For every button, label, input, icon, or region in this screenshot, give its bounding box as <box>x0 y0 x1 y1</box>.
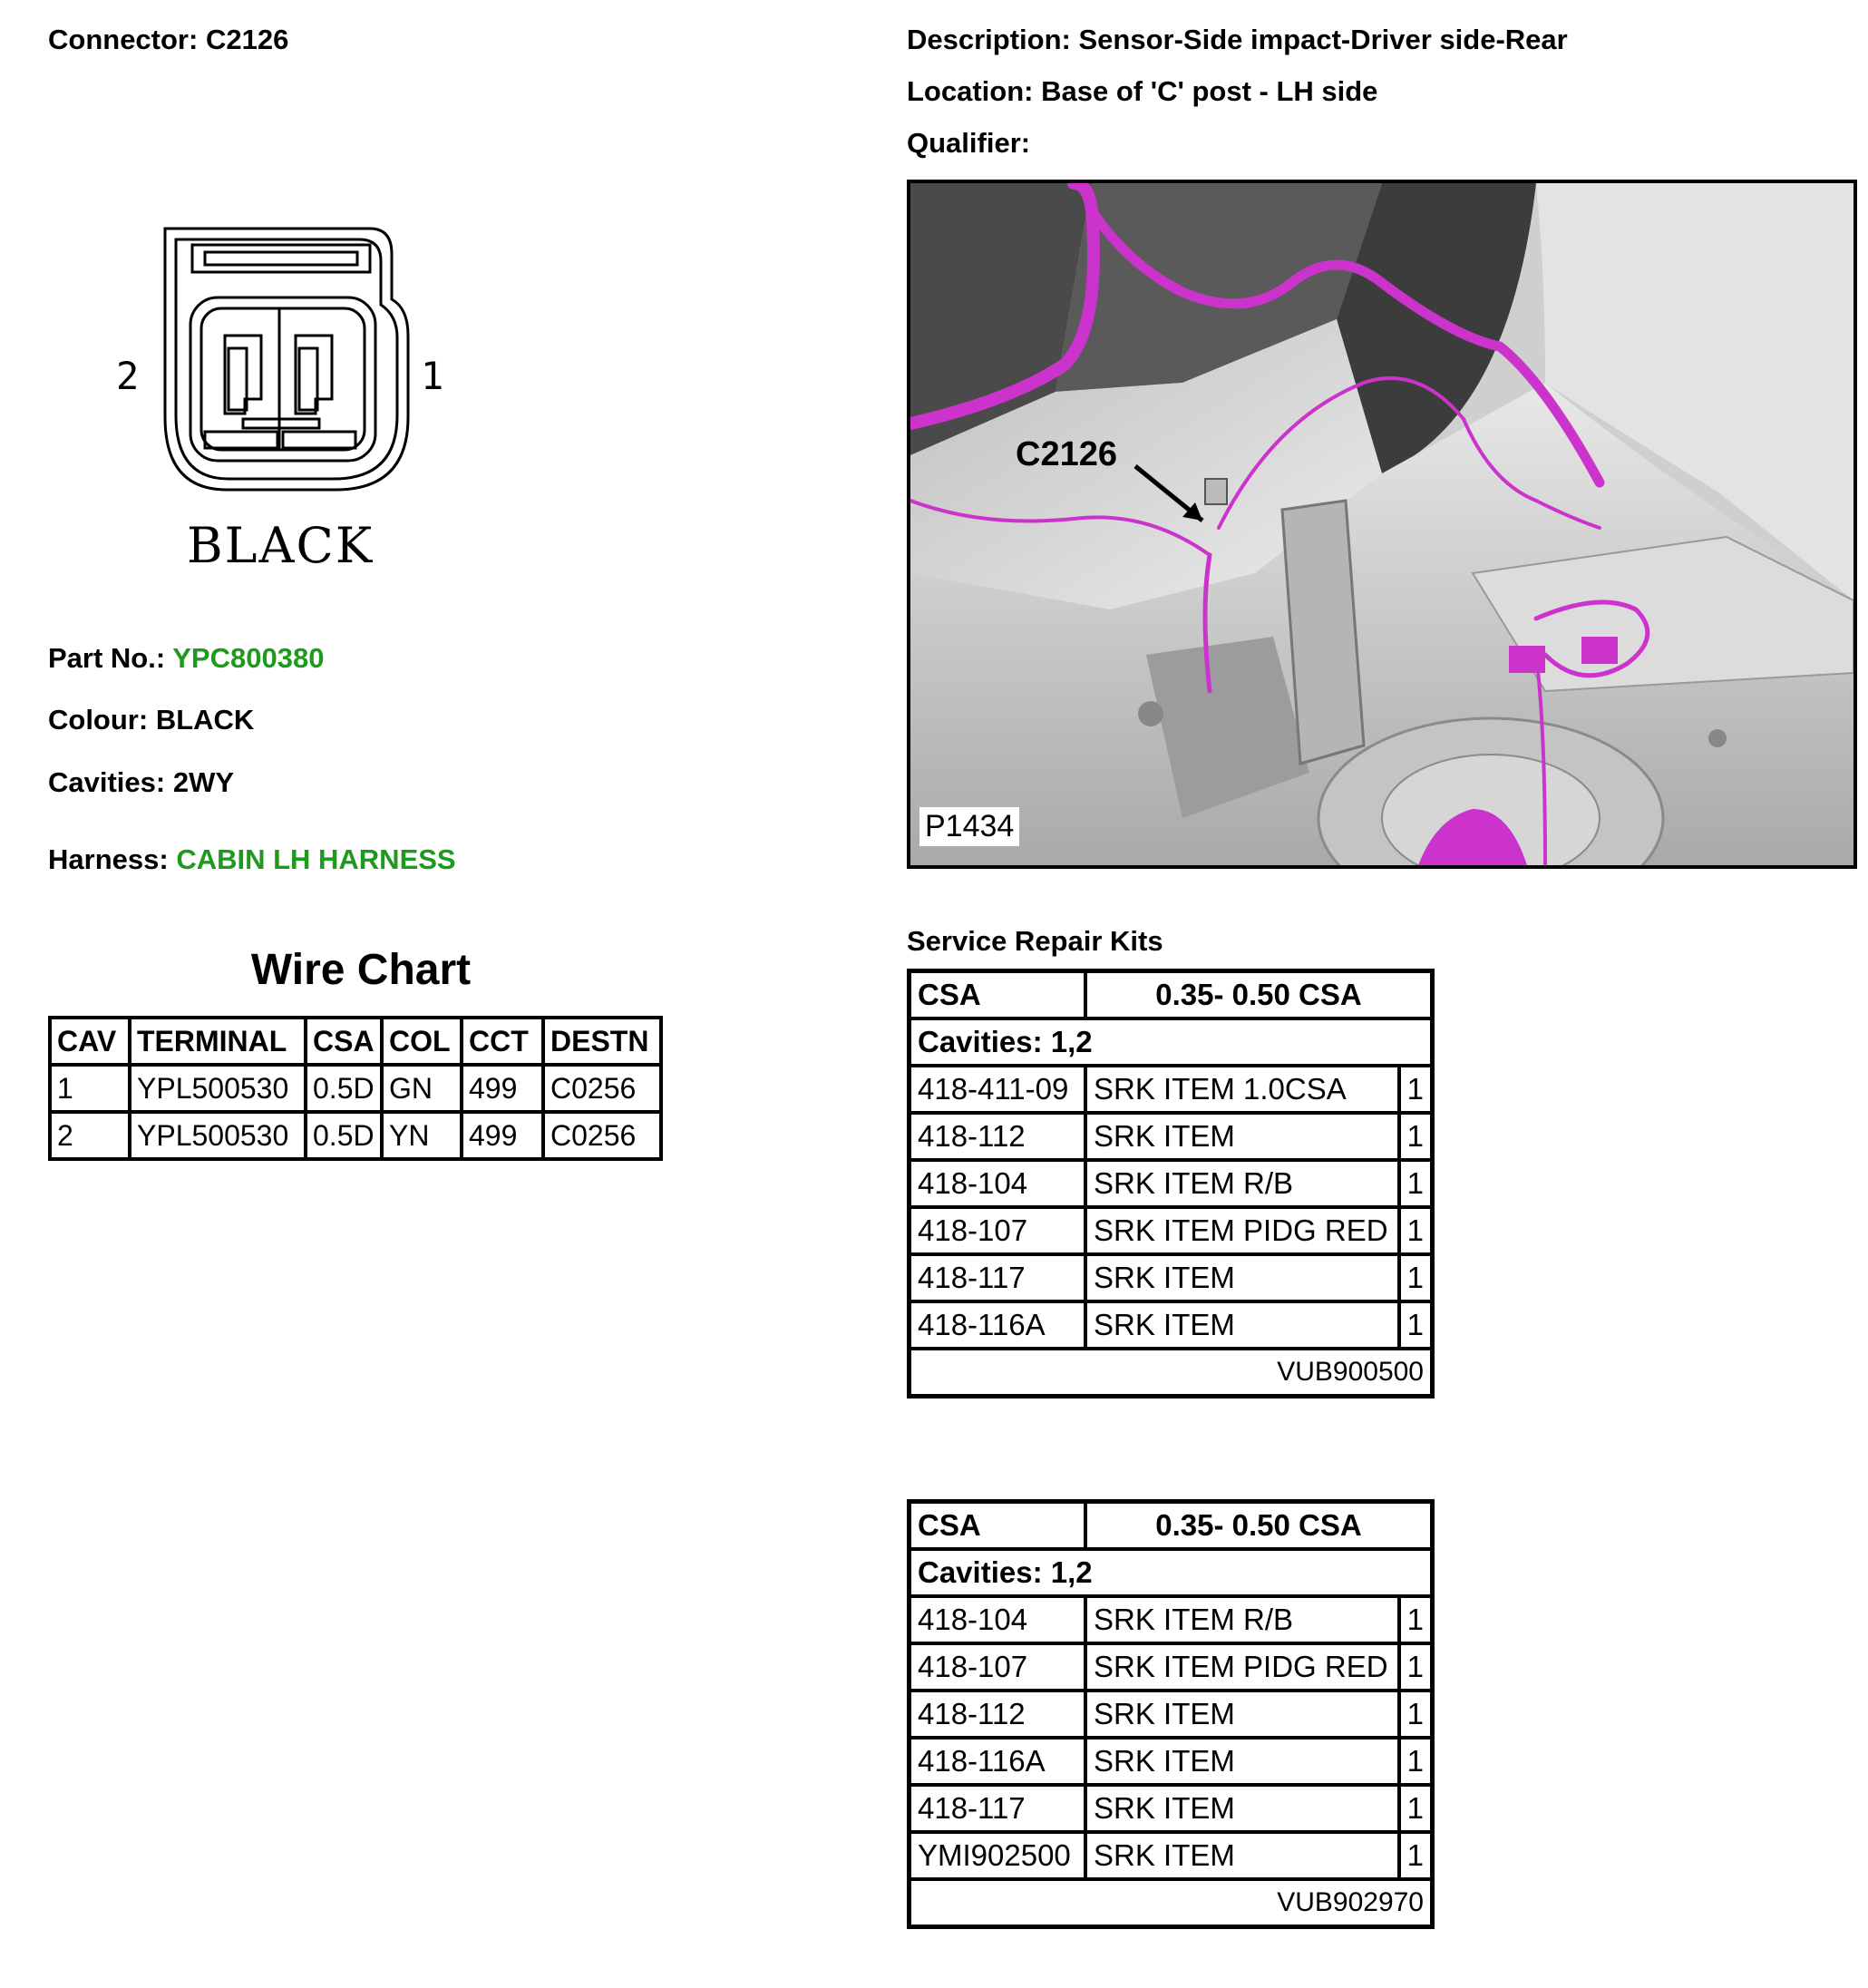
kit-item-qty: 1 <box>1399 1785 1433 1832</box>
kit-item-qty: 1 <box>1399 1738 1433 1785</box>
location-photo <box>907 180 1857 869</box>
kit-item-part: YMI902500 <box>910 1832 1086 1879</box>
kit-item-desc: SRK ITEM <box>1085 1738 1399 1785</box>
kit-cavities: Cavities: 1,2 <box>910 1018 1433 1066</box>
pin-label-2: 2 <box>116 354 140 398</box>
kit-item-part: 418-104 <box>910 1160 1086 1207</box>
cell-cav: 1 <box>50 1065 130 1112</box>
cell-cav: 2 <box>50 1112 130 1159</box>
kit-number: VUB900500 <box>910 1349 1433 1397</box>
cell-csa: 0.5D <box>306 1112 382 1159</box>
kit-item-desc: SRK ITEM <box>1085 1691 1399 1738</box>
location-value: Base of 'C' post - LH side <box>1041 75 1378 107</box>
kit-item-desc: SRK ITEM <box>1085 1301 1399 1349</box>
wire-chart-title: Wire Chart <box>250 946 472 994</box>
kit-item-part: 418-411-09 <box>910 1066 1086 1113</box>
kit-item-qty: 1 <box>1399 1832 1433 1879</box>
cell-csa: 0.5D <box>306 1065 382 1112</box>
kit-item-desc: SRK ITEM R/B <box>1085 1160 1399 1207</box>
kit-item-desc: SRK ITEM <box>1085 1832 1399 1879</box>
header-col: COL <box>382 1018 462 1065</box>
cell-terminal: YPL500530 <box>130 1065 306 1112</box>
description-label: Description: <box>907 24 1071 55</box>
cavities-line <box>48 766 234 799</box>
kit-item-part: 418-116A <box>910 1301 1086 1349</box>
cell-destn: C0256 <box>543 1112 661 1159</box>
repair-kit-table-2 <box>907 1499 1435 1929</box>
kit-item-part: 418-107 <box>910 1643 1086 1691</box>
cavities-label: Cavities: <box>48 766 166 798</box>
part-no-line <box>48 642 324 675</box>
harness-label: Harness: <box>48 843 169 875</box>
kit-csa-value: 0.35- 0.50 CSA <box>1085 1502 1433 1550</box>
photo-callout: C2126 <box>1016 435 1117 473</box>
kit-item-desc: SRK ITEM <box>1085 1785 1399 1832</box>
wire-chart-table <box>48 1016 663 1161</box>
table-row <box>50 1065 661 1112</box>
table-row <box>910 1596 1433 1643</box>
description-line <box>907 24 1568 56</box>
kit-item-qty: 1 <box>1399 1254 1433 1301</box>
harness-line <box>48 843 456 876</box>
kit-item-desc: SRK ITEM R/B <box>1085 1596 1399 1643</box>
header-terminal: TERMINAL <box>130 1018 306 1065</box>
cell-cct: 499 <box>462 1112 543 1159</box>
table-row <box>50 1112 661 1159</box>
colour-label: Colour: <box>48 704 149 736</box>
kit-item-desc: SRK ITEM <box>1085 1254 1399 1301</box>
cell-cct: 499 <box>462 1065 543 1112</box>
connector-line <box>48 24 288 56</box>
kit-csa-value: 0.35- 0.50 CSA <box>1085 971 1433 1019</box>
kit-item-qty: 1 <box>1399 1596 1433 1643</box>
header-cav: CAV <box>50 1018 130 1065</box>
colour-line <box>48 704 254 736</box>
kit-cavities-row <box>910 1018 1433 1066</box>
kit-item-qty: 1 <box>1399 1301 1433 1349</box>
wire-chart-header-row <box>50 1018 661 1065</box>
kit-header-row <box>910 1502 1433 1550</box>
connector-label: Connector: <box>48 24 199 55</box>
cell-destn: C0256 <box>543 1065 661 1112</box>
table-row <box>910 1160 1433 1207</box>
harness-value[interactable]: CABIN LH HARNESS <box>176 843 456 875</box>
kit-item-part: 418-112 <box>910 1113 1086 1160</box>
kit-item-desc: SRK ITEM <box>1085 1113 1399 1160</box>
header-csa: CSA <box>306 1018 382 1065</box>
kit-cavities-row <box>910 1549 1433 1596</box>
table-row <box>910 1207 1433 1254</box>
kit-item-desc: SRK ITEM PIDG RED <box>1085 1643 1399 1691</box>
service-repair-kits-title: Service Repair Kits <box>907 925 1163 957</box>
location-label: Location: <box>907 75 1034 107</box>
table-row <box>910 1113 1433 1160</box>
table-row <box>910 1785 1433 1832</box>
table-row <box>910 1691 1433 1738</box>
photo-ref: P1434 <box>919 807 1019 846</box>
header-destn: DESTN <box>543 1018 661 1065</box>
kit-header-row <box>910 971 1433 1019</box>
table-row <box>910 1832 1433 1879</box>
kit-number-row <box>910 1349 1433 1397</box>
kit-item-qty: 1 <box>1399 1207 1433 1254</box>
kit-item-part: 418-117 <box>910 1785 1086 1832</box>
cell-col: GN <box>382 1065 462 1112</box>
kit-cavities: Cavities: 1,2 <box>910 1549 1433 1596</box>
kit-item-part: 418-107 <box>910 1207 1086 1254</box>
cavities-value: 2WY <box>172 766 235 798</box>
table-row <box>910 1066 1433 1113</box>
connector-colour-text: BLACK <box>187 517 375 574</box>
table-row <box>910 1301 1433 1349</box>
qualifier-line <box>907 127 1030 160</box>
table-row <box>910 1643 1433 1691</box>
kit-csa-label: CSA <box>910 971 1086 1019</box>
table-row <box>910 1254 1433 1301</box>
description-value: Sensor-Side impact-Driver side-Rear <box>1078 24 1568 55</box>
vehicle-illustration <box>910 183 1853 865</box>
repair-kit-table-1 <box>907 969 1435 1398</box>
connector-id: C2126 <box>205 24 289 55</box>
kit-item-qty: 1 <box>1399 1691 1433 1738</box>
table-row <box>910 1738 1433 1785</box>
header-cct: CCT <box>462 1018 543 1065</box>
kit-item-qty: 1 <box>1399 1066 1433 1113</box>
part-no-label: Part No.: <box>48 642 166 674</box>
kit-item-qty: 1 <box>1399 1160 1433 1207</box>
part-no-value[interactable]: YPC800380 <box>172 642 325 674</box>
kit-csa-label: CSA <box>910 1502 1086 1550</box>
kit-item-qty: 1 <box>1399 1113 1433 1160</box>
kit-item-qty: 1 <box>1399 1643 1433 1691</box>
kit-item-part: 418-112 <box>910 1691 1086 1738</box>
kit-number: VUB902970 <box>910 1879 1433 1927</box>
pin-label-1: 1 <box>421 354 444 398</box>
kit-item-part: 418-116A <box>910 1738 1086 1785</box>
cell-col: YN <box>382 1112 462 1159</box>
kit-item-desc: SRK ITEM PIDG RED <box>1085 1207 1399 1254</box>
location-line <box>907 75 1377 108</box>
qualifier-label: Qualifier: <box>907 127 1031 159</box>
connector-face-diagram <box>109 218 453 580</box>
kit-item-part: 418-104 <box>910 1596 1086 1643</box>
colour-value: BLACK <box>155 704 255 736</box>
kit-number-row <box>910 1879 1433 1927</box>
kit-item-part: 418-117 <box>910 1254 1086 1301</box>
kit-item-desc: SRK ITEM 1.0CSA <box>1085 1066 1399 1113</box>
cell-terminal: YPL500530 <box>130 1112 306 1159</box>
